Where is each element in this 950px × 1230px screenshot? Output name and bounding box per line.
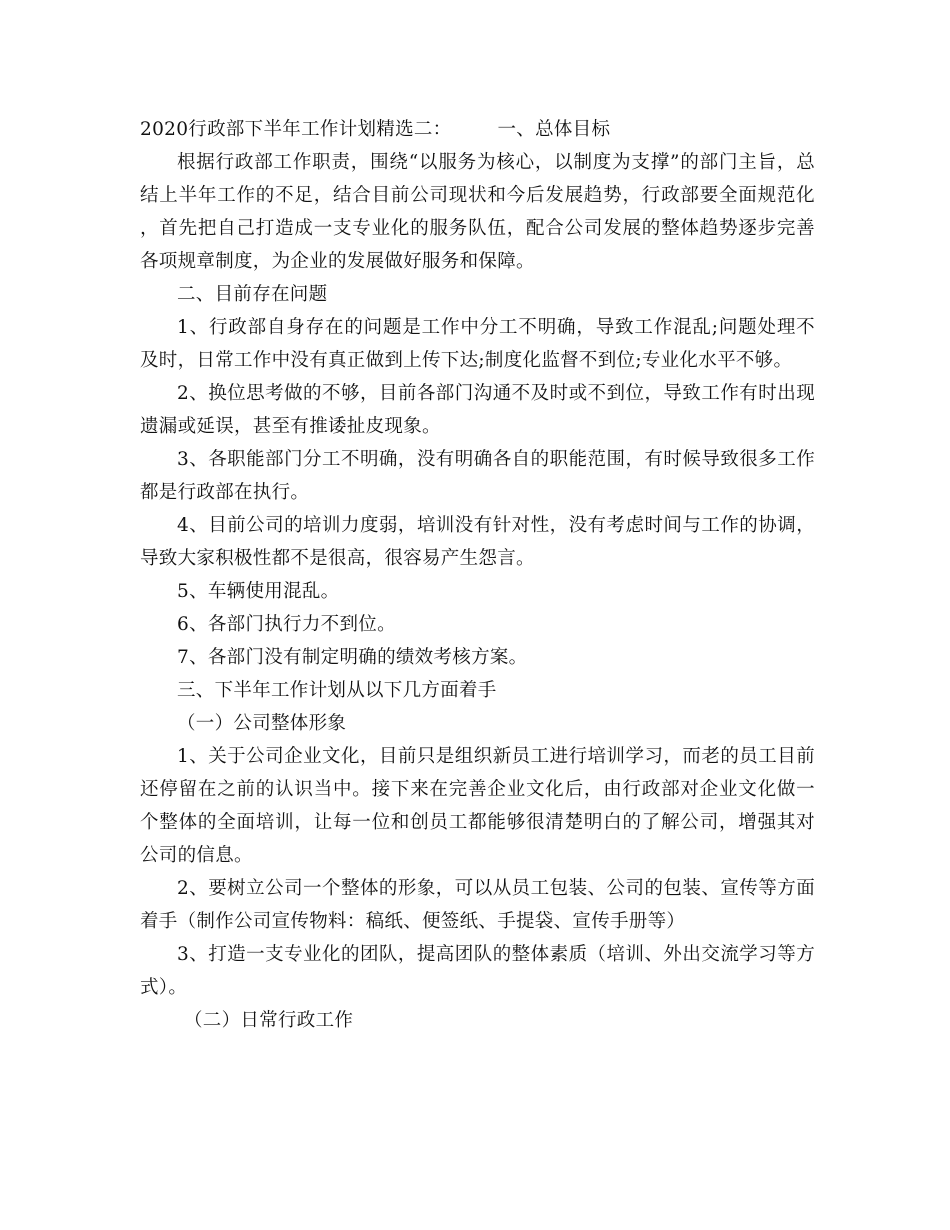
section2-item-1: 1、行政部自身存在的问题是工作中分工不明确，导致工作混乱;问题处理不及时，日常工作中没有真正做到上传下达;制度化监督不到位;专业化水平不够。 xyxy=(140,317,815,371)
section1-heading: 一、总体目标 xyxy=(497,119,611,140)
section2-item-3: 3、各职能部门分工不明确，没有明确各自的职能范围，有时候导致很多工作都是行政部在执行。 xyxy=(140,449,815,503)
section2-item-4: 4、目前公司的培训力度弱，培训没有针对性，没有考虑时间与工作的协调，导致大家积极性都不是很高，很容易产生怨言。 xyxy=(140,515,815,569)
subsection1-item-1: 1、关于公司企业文化，目前只是组织新员工进行培训学习，而老的员工目前还停留在之前的认识当中。接下来在完善企业文化后，由行政部对企业文化做一个整体的全面培训，让每一位和创员工都能够很清楚明白的了解公司，增强其对公司的信息。 xyxy=(140,746,815,866)
title-line xyxy=(140,113,815,146)
subsection1-item-3: 3、打造一支专业化的团队，提高团队的整体素质（培训、外出交流学习等方式）。 xyxy=(140,944,815,998)
section2-item-7: 7、各部门没有制定明确的绩效考核方案。 xyxy=(177,647,528,668)
section2-heading: 二、目前存在问题 xyxy=(177,284,328,305)
document-body xyxy=(140,113,815,1037)
section2-item-5: 5、车辆使用混乱。 xyxy=(177,581,340,602)
section2-item-2: 2、换位思考做的不够，目前各部门沟通不及时或不到位，导致工作有时出现遗漏或延误，甚至有推诿扯皮现象。 xyxy=(140,383,815,437)
section1-body: 根据行政部工作职责，围绕“以服务为核心，以制度为支撑”的部门主旨，总结上半年工作的不足，结合目前公司现状和今后发展趋势，行政部要全面规范化，首先把自己打造成一支专业化的服务队伍，配合公司发展的整体趋势逐步完善各项规章制度，为企业的发展做好服务和保障。 xyxy=(140,152,815,272)
section3-heading: 三、下半年工作计划从以下几方面着手 xyxy=(177,680,497,701)
subsection1-item-2: 2、要树立公司一个整体的形象，可以从员工包装、公司的包装、宣传等方面着手（制作公司宣传物料：稿纸、便签纸、手提袋、宣传手册等） xyxy=(140,878,815,932)
subsection1-heading: （一）公司整体形象 xyxy=(177,713,347,734)
section2-item-6: 6、各部门执行力不到位。 xyxy=(177,614,396,635)
document-title: 2020行政部下半年工作计划精选二： xyxy=(140,119,452,140)
subsection2-heading: （二）日常行政工作 xyxy=(184,1010,354,1031)
